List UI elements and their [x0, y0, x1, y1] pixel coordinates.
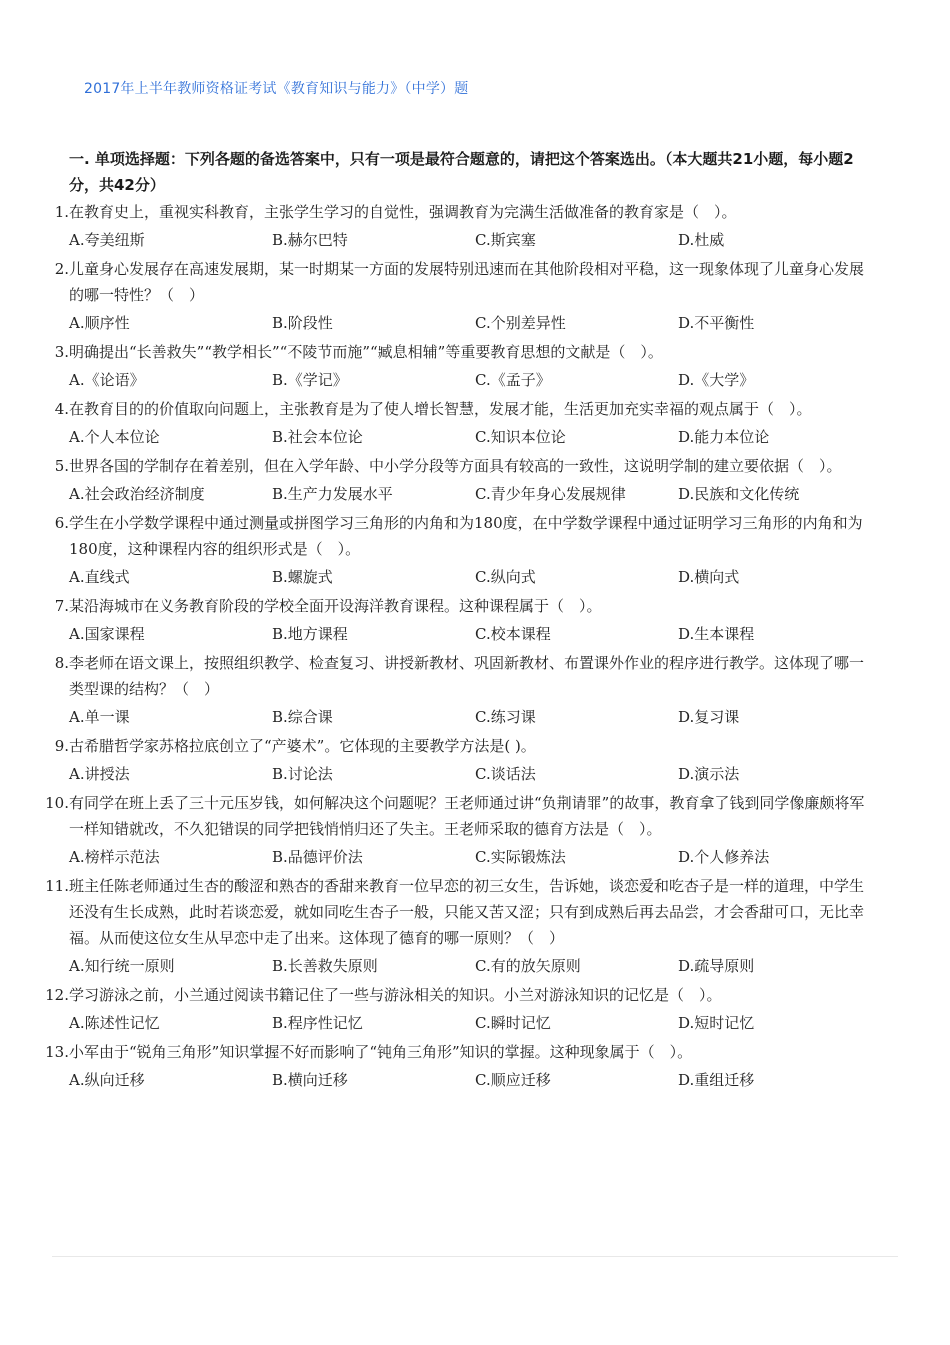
- question-4: [0, 396, 950, 453]
- option-c: C.斯宾塞: [475, 231, 536, 249]
- question-8: [0, 650, 950, 733]
- question-text: 学生在小学数学课程中通过测量或拼图学习三角形的内角和为180度，在中学数学课程中通过证明学习三角形的内角和为180度，这种课程内容的组织形式是（ ）。: [69, 514, 863, 558]
- option-a: A.榜样示范法: [69, 848, 160, 866]
- question-10: [0, 790, 950, 873]
- question-number: 9.: [54, 737, 69, 755]
- option-b: B.阶段性: [272, 314, 333, 332]
- option-d: D.横向式: [678, 568, 740, 586]
- option-a: A.国家课程: [69, 625, 145, 643]
- question-12: [0, 982, 950, 1039]
- question-5: [0, 453, 950, 510]
- option-d: D.短时记忆: [678, 1014, 755, 1032]
- question-6: [0, 510, 950, 593]
- option-a: A.单一课: [69, 708, 130, 726]
- question-number: 1.: [54, 203, 69, 221]
- option-a: A.纵向迁移: [69, 1071, 145, 1089]
- question-text: 古希腊哲学家苏格拉底创立了“产婆术”。它体现的主要教学方法是( )。: [69, 737, 536, 755]
- option-c: C.校本课程: [475, 625, 551, 643]
- question-text: 明确提出“长善救失”“教学相长”“不陵节而施”“臧息相辅”等重要教育思想的文献是（ ）。: [69, 343, 663, 361]
- option-b: B.社会本位论: [272, 428, 363, 446]
- question-text: 某沿海城市在义务教育阶段的学校全面开设海洋教育课程。这种课程属于（ ）。: [69, 597, 602, 615]
- option-a: A.直线式: [69, 568, 130, 586]
- option-c: C.顺应迁移: [475, 1071, 551, 1089]
- question-7: [0, 593, 950, 650]
- question-number: 12.: [45, 986, 69, 1004]
- option-d: D.复习课: [678, 708, 740, 726]
- question-text: 有同学在班上丢了三十元压岁钱，如何解决这个问题呢？王老师通过讲“负荆请罪”的故事，教育拿了钱到同学像廉颇将军一样知错就改，不久犯错误的同学把钱悄悄归还了失主。王老师采取的德育方法是（ ）。: [69, 794, 865, 838]
- option-d: D.演示法: [678, 765, 740, 783]
- question-9: [0, 733, 950, 790]
- option-a: A.陈述性记忆: [69, 1014, 160, 1032]
- option-a: A.顺序性: [69, 314, 130, 332]
- section-header: 一. 单项选择题：下列各题的备选答案中，只有一项是最符合题意的，请把这个答案选出。（本大题共21小题，每小题2分，共42分）: [69, 150, 854, 194]
- option-d: D.个人修养法: [678, 848, 770, 866]
- option-b: B.综合课: [272, 708, 333, 726]
- question-2: [0, 256, 950, 339]
- option-d: D.不平衡性: [678, 314, 755, 332]
- question-number: 6.: [54, 514, 69, 532]
- question-text: 李老师在语文课上，按照组织教学、检查复习、讲授新教材、巩固新教材、布置课外作业的程序进行教学。这体现了哪一类型课的结构？（ ）: [69, 654, 865, 698]
- option-a: A.讲授法: [69, 765, 130, 783]
- question-number: 7.: [54, 597, 69, 615]
- document-title: 2017年上半年教师资格证考试《教育知识与能力》（中学）题: [84, 81, 469, 97]
- option-c: C.青少年身心发展规律: [475, 485, 626, 503]
- question-text: 在教育目的的价值取向问题上，主张教育是为了使人增长智慧，发展才能，生活更加充实幸福的观点属于（ ）。: [69, 400, 812, 418]
- question-text: 世界各国的学制存在着差别，但在入学年龄、中小学分段等方面具有较高的一致性，这说明学制的建立要依据（ ）。: [69, 457, 842, 475]
- option-b: B.《学记》: [272, 371, 348, 389]
- question-3: [0, 339, 950, 396]
- option-c: C.练习课: [475, 708, 536, 726]
- option-a: A.个人本位论: [69, 428, 160, 446]
- question-1: [0, 199, 950, 256]
- option-d: D.重组迁移: [678, 1071, 755, 1089]
- option-b: B.长善救失原则: [272, 957, 378, 975]
- option-b: B.程序性记忆: [272, 1014, 363, 1032]
- option-a: A.社会政治经济制度: [69, 485, 205, 503]
- option-d: D.疏导原则: [678, 957, 755, 975]
- question-number: 13.: [45, 1043, 69, 1061]
- question-number: 4.: [54, 400, 69, 418]
- option-a: A.《论语》: [69, 371, 145, 389]
- option-b: B.生产力发展水平: [272, 485, 393, 503]
- option-b: B.品德评价法: [272, 848, 363, 866]
- option-c: C.瞬时记忆: [475, 1014, 551, 1032]
- question-11: [0, 873, 950, 982]
- question-number: 11.: [45, 877, 69, 895]
- option-c: C.谈话法: [475, 765, 536, 783]
- option-d: D.能力本位论: [678, 428, 770, 446]
- option-c: C.实际锻炼法: [475, 848, 566, 866]
- question-number: 3.: [54, 343, 69, 361]
- question-text: 小军由于“锐角三角形”知识掌握不好而影响了“钝角三角形”知识的掌握。这种现象属于（ ）。: [69, 1043, 693, 1061]
- option-d: D.杜威: [678, 231, 725, 249]
- question-text: 学习游泳之前，小兰通过阅读书籍记住了一些与游泳相关的知识。小兰对游泳知识的记忆是（ ）。: [69, 986, 722, 1004]
- option-c: C.《孟子》: [475, 371, 551, 389]
- question-text: 在教育史上，重视实科教育，主张学生学习的自觉性，强调教育为完满生活做准备的教育家是（ ）。: [69, 203, 737, 221]
- option-a: A.知行统一原则: [69, 957, 175, 975]
- option-a: A.夸美纽斯: [69, 231, 145, 249]
- question-13: [0, 1039, 950, 1096]
- option-c: C.个别差异性: [475, 314, 566, 332]
- option-d: D.生本课程: [678, 625, 755, 643]
- option-b: B.地方课程: [272, 625, 348, 643]
- page-divider: [52, 1256, 898, 1257]
- option-b: B.讨论法: [272, 765, 333, 783]
- option-b: B.赫尔巴特: [272, 231, 348, 249]
- question-number: 5.: [54, 457, 69, 475]
- question-text: 儿童身心发展存在高速发展期，某一时期某一方面的发展特别迅速而在其他阶段相对平稳，这一现象体现了儿童身心发展的哪一特性？（ ）: [69, 260, 865, 304]
- option-c: C.知识本位论: [475, 428, 566, 446]
- question-list: [0, 199, 950, 1096]
- option-c: C.有的放矢原则: [475, 957, 581, 975]
- question-number: 8.: [54, 654, 69, 672]
- option-c: C.纵向式: [475, 568, 536, 586]
- option-d: D.民族和文化传统: [678, 485, 800, 503]
- option-d: D.《大学》: [678, 371, 755, 389]
- question-text: 班主任陈老师通过生杏的酸涩和熟杏的香甜来教育一位早恋的初三女生，告诉她，谈恋爱和吃杏子是一样的道理，中学生还没有生长成熟，此时若谈恋爱，就如同吃生杏子一般，只能又苦又涩；只有到成熟后再去品尝，才会香甜可口，无比幸福。从而使这位女生从早恋中走了出来。这体现了德育的哪一原则？（ ）: [69, 877, 865, 947]
- question-number: 2.: [54, 260, 69, 278]
- question-number: 10.: [45, 794, 69, 812]
- option-b: B.螺旋式: [272, 568, 333, 586]
- option-b: B.横向迁移: [272, 1071, 348, 1089]
